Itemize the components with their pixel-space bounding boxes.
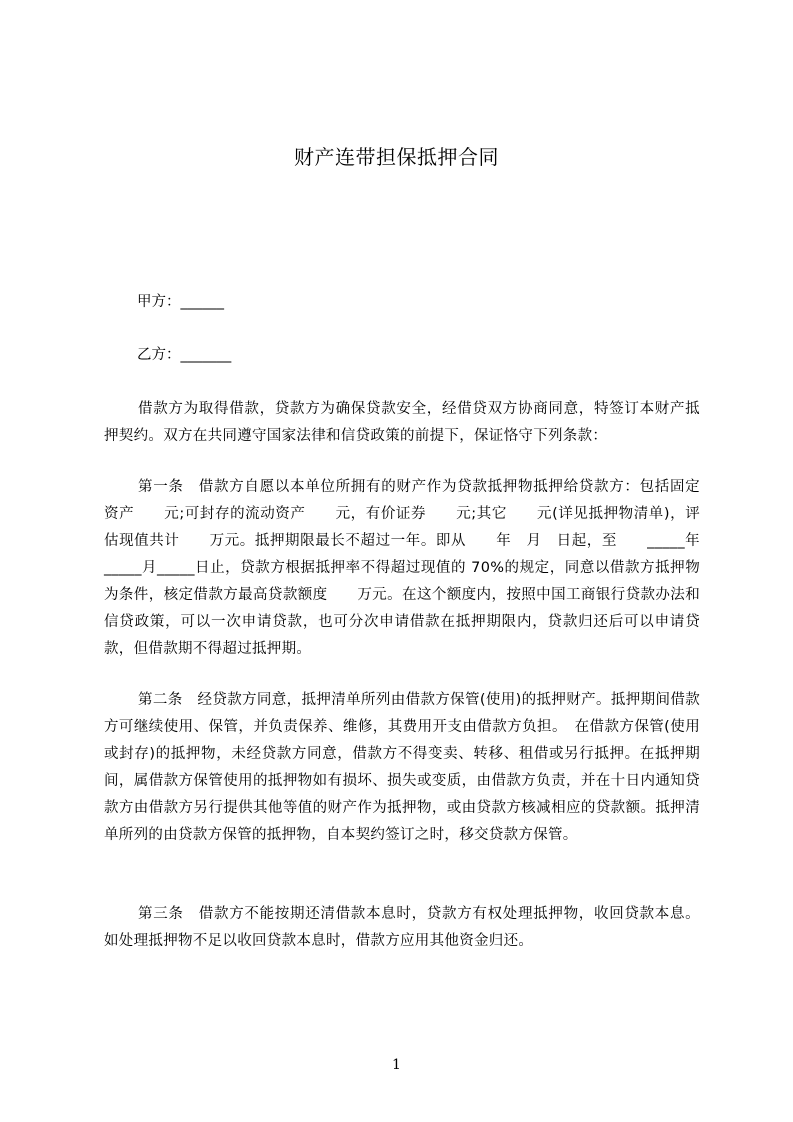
document-title: 财产连带担保抵押合同 — [294, 145, 499, 169]
article-2-paragraph: 第二条 经贷款方同意，抵押清单所列由借款方保管(使用)的抵押财产。抵押期间借款方可继续使用、保管，并负责保养、维修，其费用开支由借款方负担。 在借款方保管(使用或封存)的抵押物，未经贷款方同意，借款方不得变卖、转移、租借或另行抵押。在抵押期间，属借款方保管使用的抵押物如有损坏、损失或变质，由借款方负责，并在十日内通知贷款方由借款方另行提供其他等值的财产作为抵押物，或由贷款方核减相应的贷款额。抵押清单所列的由贷款方保管的抵押物，自本契约签订之时，移交贷款方保管。 — [104, 692, 700, 843]
party-a-line: 甲方：______ — [137, 294, 224, 310]
page-number: 1 — [392, 1057, 401, 1073]
article-1-paragraph: 第一条 借款方自愿以本单位所拥有的财产作为贷款抵押物抵押给贷款方：包括固定资产 元;可封存的流动资产 元，有价证券 元;其它 元(详见抵押物清单)，评估现值共计 万元。抵押期限最长不超过一年。即从 年 月 日起，至 _____年_____月_____日止，贷款方根据抵押率不得超过现值的 70%的规定，同意以借款方抵押物为条件，核定借款方最高贷款额度 万元。在这个额度内，按照中国工商银行贷款办法和信贷政策，可以一次申请贷款，也可分次申请借款在抵押期限内，贷款归还后可以申请贷款，但借款期不得超过抵押期。 — [104, 479, 700, 657]
article-3-paragraph: 第三条 借款方不能按期还清借款本息时，贷款方有权处理抵押物，收回贷款本息。如处理抵押物不足以收回贷款本息时，借款方应用其他资金归还。 — [104, 906, 700, 949]
preamble-paragraph: 借款方为取得借款，贷款方为确保贷款安全，经借贷双方协商同意，特签订本财产抵押契约。双方在共同遵守国家法律和信贷政策的前提下，保证恪守下列条款： — [104, 401, 700, 444]
party-b-line: 乙方：_______ — [137, 347, 232, 363]
